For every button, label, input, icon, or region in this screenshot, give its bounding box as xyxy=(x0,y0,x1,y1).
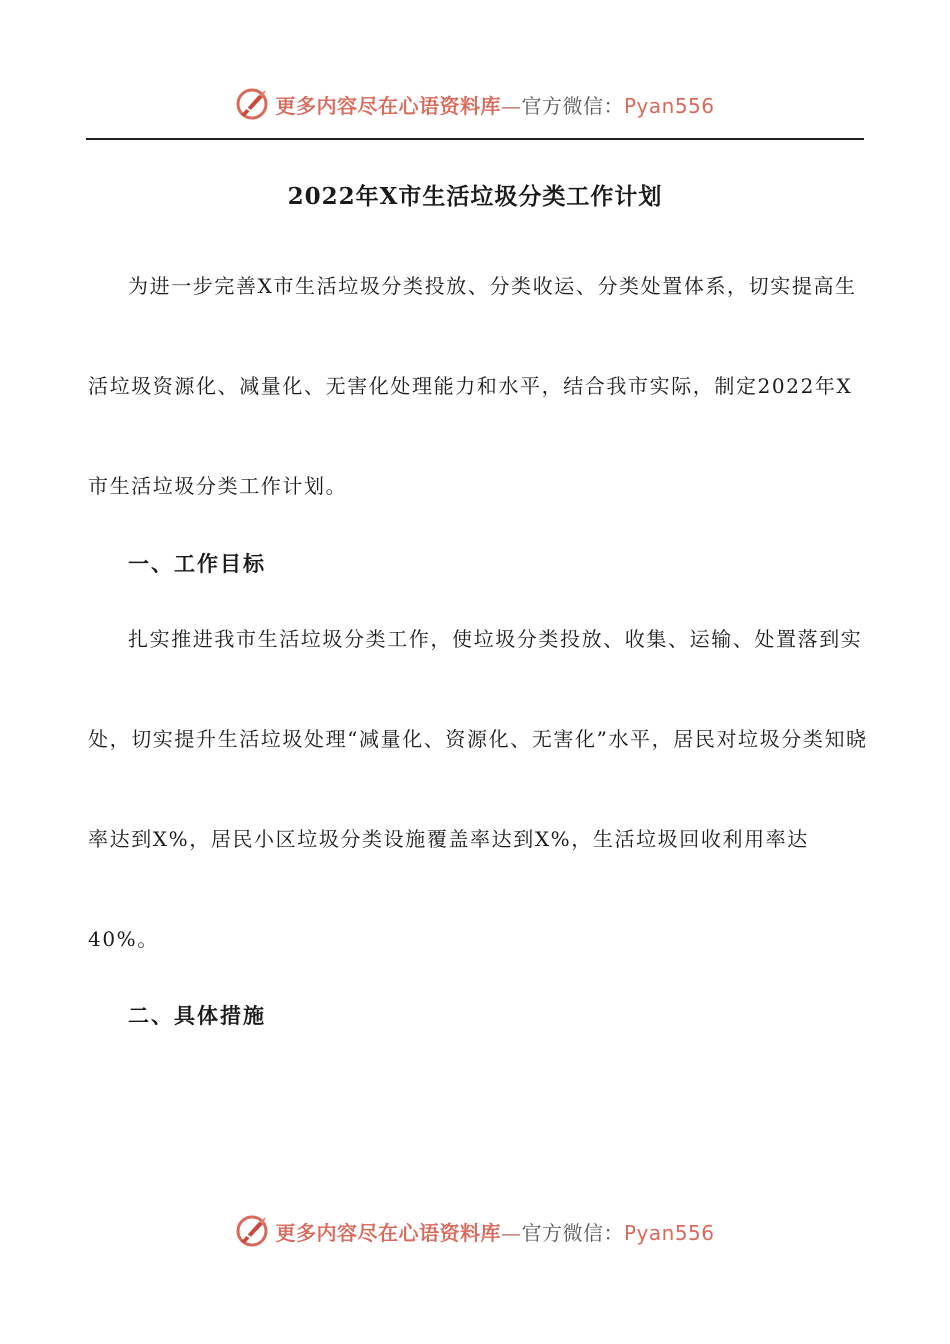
banner-dash: — xyxy=(500,93,522,118)
banner-wechat-label: 官方微信： xyxy=(521,1220,624,1245)
section-heading-goals: 一、工作目标 xyxy=(128,551,266,576)
banner-text xyxy=(275,90,714,119)
quill-pen-logo-icon xyxy=(235,87,269,121)
banner-wechat-id: Pyan556 xyxy=(623,1220,715,1245)
quill-pen-logo-icon xyxy=(235,1214,269,1248)
intro-paragraph: 为进一步完善X市生活垃圾分类投放、分类收运、分类处置体系，切实提高生活垃圾资源化、减量化、无害化处理能力和水平，结合我市实际，制定2022年X市生活垃圾分类工作计划。 xyxy=(88,274,857,498)
banner-wechat-label: 官方微信： xyxy=(521,93,624,118)
banner-dash: — xyxy=(500,1220,522,1245)
header-divider xyxy=(86,138,864,140)
banner-main-text: 更多内容尽在心语资料库 xyxy=(275,1220,501,1245)
banner-main-text: 更多内容尽在心语资料库 xyxy=(275,93,501,118)
banner-text xyxy=(275,1217,714,1246)
banner-wechat-id: Pyan556 xyxy=(623,93,715,118)
document-title: 2022年X市生活垃圾分类工作计划 xyxy=(287,183,663,210)
header-banner xyxy=(0,84,950,124)
goals-paragraph: 扎实推进我市生活垃圾分类工作，使垃圾分类投放、收集、运输、处置落到实处，切实提升生活垃圾处理“减量化、资源化、无害化”水平，居民对垃圾分类知晓率达到X%，居民小区垃圾分类设施覆盖率达到X%，生活垃圾回收利用率达40%。 xyxy=(88,627,868,951)
section-heading-measures: 二、具体措施 xyxy=(128,1003,266,1028)
footer-banner xyxy=(0,1211,950,1251)
